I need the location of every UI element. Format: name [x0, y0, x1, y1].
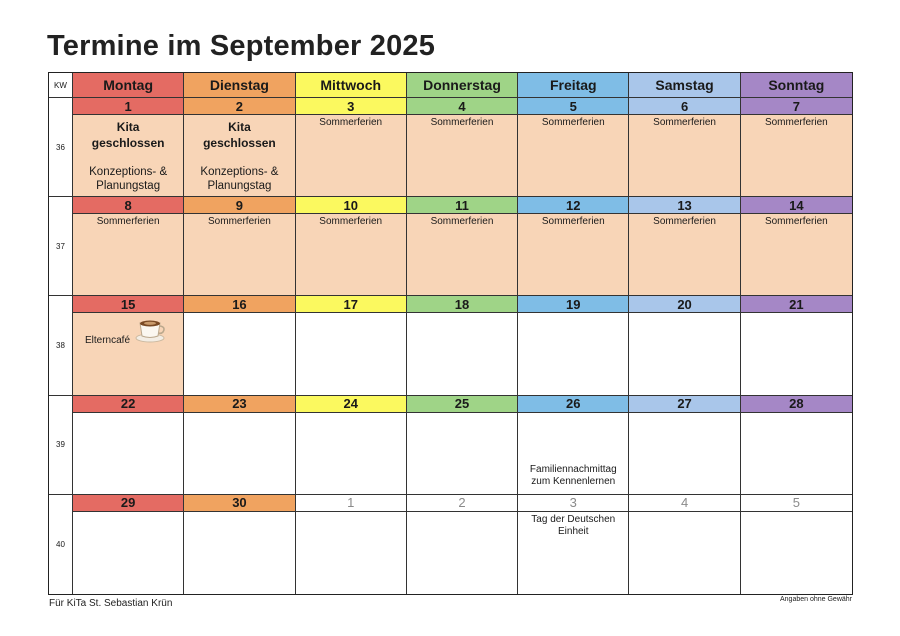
day-cell[interactable] [518, 296, 629, 395]
day-cell[interactable] [741, 396, 852, 495]
day-cell[interactable] [518, 98, 629, 197]
event-title: Kita geschlossen [203, 120, 276, 150]
day-cell[interactable] [741, 495, 852, 594]
day-number: 1 [296, 495, 406, 512]
event-note: Sommerferien [541, 117, 605, 128]
weekday-header-fri: Freitag [518, 73, 629, 98]
weekday-header-wed: Mittwoch [296, 73, 407, 98]
calendar-week-number: 36 [49, 98, 73, 197]
event-note: Sommerferien [764, 216, 828, 228]
day-cell[interactable] [518, 495, 629, 594]
page-title: Termine im September 2025 [47, 30, 436, 62]
day-cell[interactable] [73, 296, 184, 395]
day-cell[interactable] [73, 98, 184, 197]
day-number: 12 [518, 197, 628, 214]
event-subtitle: Konzeptions- & Planungstag [200, 166, 279, 192]
day-number: 15 [73, 296, 183, 313]
day-number: 26 [518, 396, 628, 413]
day-cell[interactable] [407, 98, 518, 197]
day-body [184, 214, 294, 295]
day-cell[interactable] [407, 495, 518, 594]
day-body [518, 214, 628, 295]
day-body [296, 313, 406, 394]
day-number: 4 [407, 98, 517, 115]
holiday-note: Tag der Deutschen Einheit [531, 513, 616, 537]
day-cell[interactable] [184, 197, 295, 296]
day-number: 3 [518, 495, 628, 512]
day-cell[interactable] [296, 197, 407, 296]
calendar-week-number: 38 [49, 296, 73, 395]
day-number: 23 [184, 396, 294, 413]
day-body [629, 214, 739, 295]
day-body [741, 512, 852, 594]
event-note: Sommerferien [319, 216, 383, 228]
day-body [407, 115, 517, 196]
day-number: 3 [296, 98, 406, 115]
day-body [518, 512, 628, 594]
day-cell[interactable] [296, 495, 407, 594]
day-number: 2 [407, 495, 517, 512]
day-cell[interactable] [407, 197, 518, 296]
day-body [741, 115, 852, 196]
day-number: 5 [518, 98, 628, 115]
day-number: 16 [184, 296, 294, 313]
day-number: 1 [73, 98, 183, 115]
day-number: 9 [184, 197, 294, 214]
day-body [184, 115, 294, 196]
day-cell[interactable] [73, 396, 184, 495]
day-cell[interactable] [296, 296, 407, 395]
event-note: Sommerferien [764, 117, 828, 128]
day-cell[interactable] [184, 98, 295, 197]
day-body [407, 313, 517, 394]
day-cell[interactable] [741, 98, 852, 197]
day-body [184, 413, 294, 494]
day-body [629, 313, 739, 394]
day-number: 27 [629, 396, 739, 413]
day-cell[interactable] [407, 296, 518, 395]
event-note: Familiennachmittag zum Kennenlernen [529, 463, 617, 487]
day-number: 5 [741, 495, 852, 512]
day-cell[interactable] [518, 197, 629, 296]
day-body [407, 413, 517, 494]
day-number: 19 [518, 296, 628, 313]
day-body [73, 413, 183, 494]
day-cell[interactable] [629, 197, 740, 296]
kw-header: KW [49, 73, 73, 98]
day-body [629, 413, 739, 494]
day-body [407, 214, 517, 295]
event-note: Sommerferien [541, 216, 605, 228]
event-note: Sommerferien [208, 216, 271, 228]
day-number: 20 [629, 296, 739, 313]
day-number: 17 [296, 296, 406, 313]
day-body [518, 313, 628, 394]
day-number: 8 [73, 197, 183, 214]
weekday-header-sun: Sonntag [741, 73, 852, 98]
event-title: Kita geschlossen [91, 120, 165, 150]
day-body [518, 115, 628, 196]
day-number: 10 [296, 197, 406, 214]
calendar-grid [48, 72, 853, 595]
day-body [73, 313, 183, 394]
calendar-week-number: 39 [49, 396, 73, 495]
event-note: Elterncafé [85, 335, 131, 347]
day-cell[interactable] [73, 197, 184, 296]
day-number: 21 [741, 296, 852, 313]
day-body [407, 512, 517, 594]
day-number: 30 [184, 495, 294, 512]
event-note: Sommerferien [653, 216, 716, 228]
day-number: 25 [407, 396, 517, 413]
day-number: 4 [629, 495, 739, 512]
coffee-cup-icon [135, 317, 167, 347]
event-note: Sommerferien [430, 216, 494, 228]
day-body [741, 313, 852, 394]
day-body [296, 115, 406, 196]
day-number: 22 [73, 396, 183, 413]
event-note: Sommerferien [653, 117, 716, 128]
day-body [184, 512, 294, 594]
day-number: 11 [407, 197, 517, 214]
weekday-header-thu: Donnerstag [407, 73, 518, 98]
day-number: 28 [741, 396, 852, 413]
calendar-week-number: 37 [49, 197, 73, 296]
day-cell[interactable] [629, 396, 740, 495]
day-cell[interactable] [184, 296, 295, 395]
day-body [296, 413, 406, 494]
footer-disclaimer: Angaben ohne Gewähr [780, 596, 852, 603]
day-cell[interactable] [184, 495, 295, 594]
weekday-header-tue: Dienstag [184, 73, 295, 98]
day-number: 14 [741, 197, 852, 214]
day-number: 24 [296, 396, 406, 413]
day-body [296, 214, 406, 295]
day-number: 13 [629, 197, 739, 214]
day-cell[interactable] [518, 396, 629, 495]
day-body [741, 413, 852, 494]
day-cell[interactable] [629, 98, 740, 197]
day-body [296, 512, 406, 594]
day-body [629, 512, 739, 594]
day-cell[interactable] [73, 495, 184, 594]
footer-organization: Für KiTa St. Sebastian Krün [49, 598, 173, 609]
event-note: Sommerferien [430, 117, 494, 128]
day-cell[interactable] [629, 296, 740, 395]
day-cell[interactable] [407, 396, 518, 495]
day-number: 29 [73, 495, 183, 512]
event-note: Sommerferien [319, 117, 383, 128]
day-number: 6 [629, 98, 739, 115]
day-body [518, 413, 628, 494]
day-body [73, 214, 183, 295]
day-cell[interactable] [296, 98, 407, 197]
day-cell[interactable] [629, 495, 740, 594]
day-cell[interactable] [741, 197, 852, 296]
day-cell[interactable] [184, 396, 295, 495]
day-number: 2 [184, 98, 294, 115]
day-cell[interactable] [741, 296, 852, 395]
calendar-week-number: 40 [49, 495, 73, 594]
day-body [73, 115, 183, 196]
day-cell[interactable] [296, 396, 407, 495]
day-body [741, 214, 852, 295]
day-number: 7 [741, 98, 852, 115]
day-body [73, 512, 183, 594]
day-number: 18 [407, 296, 517, 313]
weekday-header-mon: Montag [73, 73, 184, 98]
event-subtitle: Konzeptions- & Planungstag [89, 166, 168, 192]
event-note: Sommerferien [96, 216, 160, 228]
day-body [629, 115, 739, 196]
weekday-header-sat: Samstag [629, 73, 740, 98]
day-body [184, 313, 294, 394]
